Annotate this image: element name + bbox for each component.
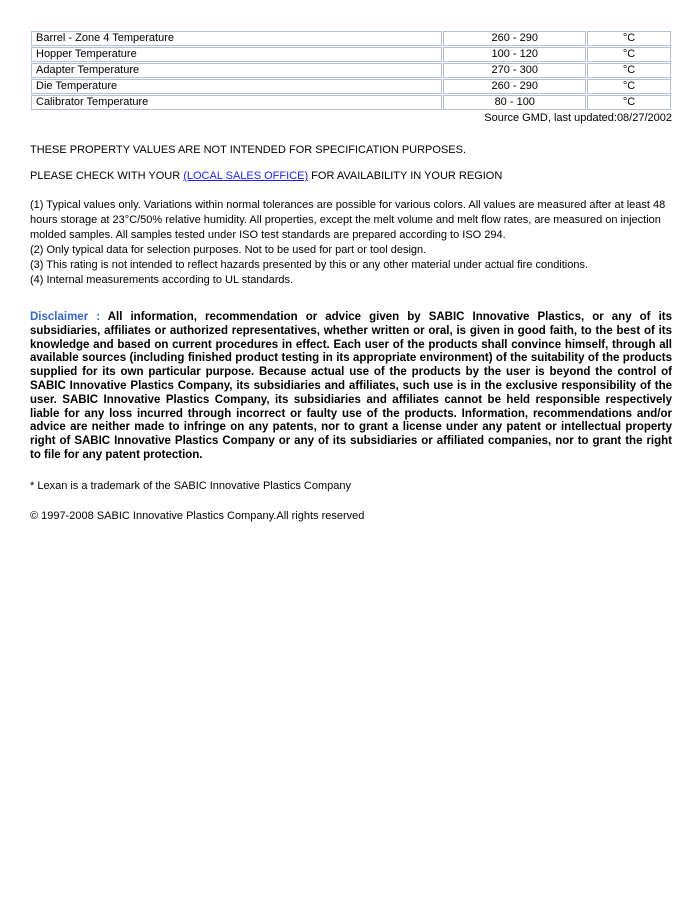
spec-purpose-statement: THESE PROPERTY VALUES ARE NOT INTENDED FOR SPECIFICATION PURPOSES. <box>30 144 467 156</box>
footnote-3: (3) This rating is not intended to reflect hazards presented by this or any other material under actual fire conditions. <box>30 259 589 271</box>
footnote-4: (4) Internal measurements according to UL standards. <box>30 274 294 286</box>
unit-cell: °C <box>587 31 671 46</box>
availability-statement-prefix: PLEASE CHECK WITH YOUR <box>30 170 184 182</box>
value-cell: 270 - 300 <box>443 63 586 78</box>
property-cell: Barrel - Zone 4 Temperature <box>31 31 442 46</box>
footnote-1: (1) Typical values only. Variations within normal tolerances are possible for various colors. All values are measured after at least 48 hours storage at 23°C/50% relative humidity. All properties, except the melt volume and melt flow rates, are measured on injection molded samples. All samples tested under ISO test standards are prepared according to ISO 294. <box>30 199 666 241</box>
availability-statement <box>30 170 672 183</box>
table-row <box>31 47 671 62</box>
value-cell: 260 - 290 <box>443 31 586 46</box>
unit-cell: °C <box>587 63 671 78</box>
unit-cell: °C <box>587 79 671 94</box>
processing-parameters-table <box>30 30 672 111</box>
availability-statement-suffix: FOR AVAILABILITY IN YOUR REGION <box>308 170 503 182</box>
table-row <box>31 79 671 94</box>
footnotes <box>30 198 672 288</box>
property-cell: Adapter Temperature <box>31 63 442 78</box>
unit-cell: °C <box>587 47 671 62</box>
value-cell: 80 - 100 <box>443 95 586 110</box>
footnote-2: (2) Only typical data for selection purposes. Not to be used for part or tool design. <box>30 244 427 256</box>
disclaimer-label: Disclaimer : <box>30 311 101 323</box>
disclaimer-paragraph <box>30 311 672 463</box>
property-cell: Hopper Temperature <box>31 47 442 62</box>
value-cell: 260 - 290 <box>443 79 586 94</box>
property-cell: Calibrator Temperature <box>31 95 442 110</box>
table-row <box>31 63 671 78</box>
unit-cell: °C <box>587 95 671 110</box>
trademark-note: * Lexan is a trademark of the SABIC Innovative Plastics Company <box>30 479 351 492</box>
property-cell: Die Temperature <box>31 79 442 94</box>
table-row <box>31 31 671 46</box>
copyright-line: © 1997-2008 SABIC Innovative Plastics Company.All rights reserved <box>30 509 365 522</box>
local-sales-office-link[interactable]: (LOCAL SALES OFFICE) <box>183 170 309 182</box>
source-note: Source GMD, last updated:08/27/2002 <box>484 112 672 124</box>
table-row <box>31 95 671 110</box>
value-cell: 100 - 120 <box>443 47 586 62</box>
disclaimer-text: All information, recommendation or advice given by SABIC Innovative Plastics, or any of its subsidiaries, affiliates or authorized representatives, whether written or oral, is given in good faith, to the best of its knowledge and based on current procedures in effect. Each user of the products shall convince himself, through all available sources (including finished product testing in its appropriate environment) of the suitability of the products supplied for its own particular purpose. Because actual use of the products by the user is beyond the control of SABIC Innovative Plastics Company, its subsidiaries and affiliates, such use is in the exclusive responsibility of the user. SABIC Innovative Plastics Company, its subsidiaries and affiliates cannot be held responsible respectively liable for any loss incurred through incorrect or faulty use of the products. Information, recommendations and/or advice are neither made to infringe on any patents, nor to grant a license under any patent or intellectual property right of SABIC Innovative Plastics Company or any of its subsidiaries or affiliated companies, nor to grant the right to file for any patent protection. <box>30 311 672 461</box>
